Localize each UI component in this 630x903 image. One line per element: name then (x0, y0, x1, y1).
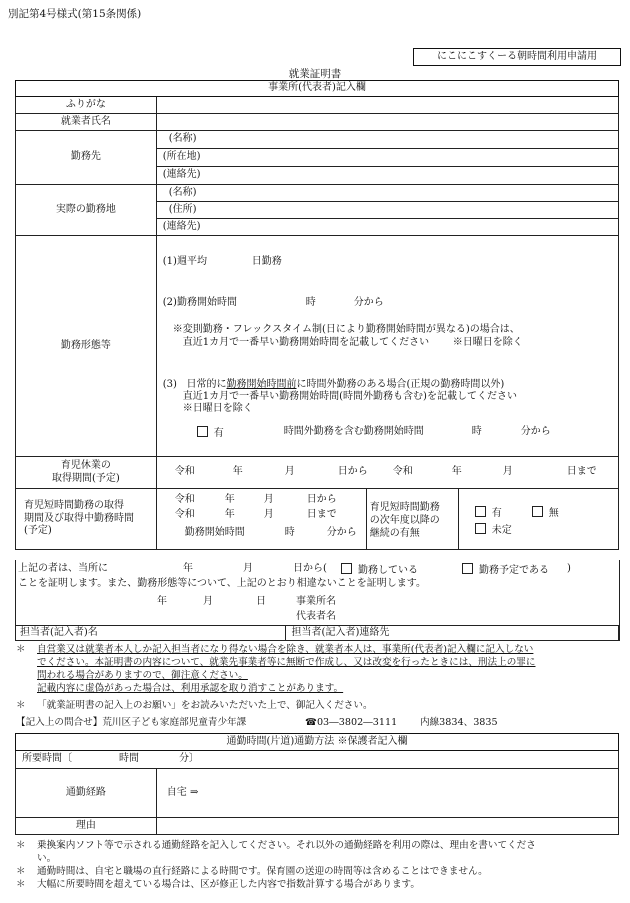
weekly-days-label: (1)週平均 (162, 256, 207, 267)
start-time-hour: 時 (305, 297, 316, 308)
overtime-checkbox[interactable] (197, 426, 208, 437)
cc-month-1: 月 (284, 466, 295, 477)
cert-working[interactable] (341, 563, 418, 578)
cert-planned-label: 勤務予定である (479, 565, 549, 576)
employee-name-field[interactable] (156, 114, 618, 131)
overtime-check-label: 有 (213, 428, 224, 439)
cert-intro: 上記の者は、当所に (18, 563, 108, 574)
opt-yes-label: 有 (491, 508, 502, 519)
commute-min-unit: 分〕 (179, 753, 199, 764)
cert-planned[interactable] (462, 563, 549, 578)
overtime-hour: 時 (471, 426, 482, 437)
cert-date-day: 日 (256, 596, 266, 607)
flex-note-2: 直近1カ月で一番早い勤務開始時間を記載してください (182, 337, 430, 348)
overtime-line-1 (163, 379, 505, 392)
note-2: ＊ 「就業証明書の記入上のお願い」をお読みいただいた上で、御記入ください。 (16, 700, 373, 711)
form-number: 別記第4号様式(第15条関係) (8, 8, 142, 20)
cert-date-month: 月 (203, 596, 213, 607)
opt-undecided[interactable] (475, 523, 512, 538)
actual-workplace-label: 実際の勤務地 (16, 185, 157, 236)
overtime-line-2: 直近1カ月で一番早い勤務開始時間(時間外勤務も含む)を記載してください (182, 391, 517, 402)
contact-label: 【記入上の問合せ】荒川区子ども家庭部児童青少年課 (16, 717, 247, 728)
cert-close: ) (567, 563, 571, 574)
opt-undecided-checkbox[interactable] (475, 523, 486, 534)
workplace-contact-field[interactable] (156, 167, 618, 185)
overtime-desc: に時間外勤務のある場合(正規の勤務時間以外) (296, 379, 505, 390)
overtime-check[interactable] (197, 426, 224, 441)
contact-phone: ☎03―3802―3111 (305, 717, 398, 728)
cc-month-2: 月 (502, 466, 513, 477)
contact-line (16, 717, 246, 729)
reason-label: 理由 (16, 818, 157, 835)
flex-note-3: ※日曜日を除く (452, 337, 523, 348)
childcare-label-1: 育児休業の (60, 460, 111, 471)
next-label-1: 育児短時間勤務 (369, 502, 440, 513)
footer-note-2-asterisk: ＊ (16, 866, 26, 877)
cc-reiwa-1: 令和 (174, 466, 195, 477)
cert-line-1 (18, 563, 108, 576)
st-reiwa-1: 令和 (174, 494, 195, 505)
st-month-2: 月 (263, 509, 274, 520)
st-reiwa-2: 令和 (174, 509, 195, 520)
short-label-2: 期間及び取得中勤務時間 (24, 512, 134, 524)
furigana-label: ふりがな (16, 97, 157, 114)
footer-note-3: 大幅に所要時間を超えている場合は、区が修正した内容で指数計算する場合があります。 (37, 879, 420, 890)
childcare-label-2: 取得期間(予定) (51, 472, 120, 484)
workplace-address-label: (所在地) (162, 151, 201, 163)
cc-year-1: 年 (232, 466, 243, 477)
opt-no-label: 無 (548, 508, 559, 519)
childcare-leave-label (16, 457, 157, 489)
cert-from: 日から( (293, 563, 327, 574)
cert-date-year: 年 (157, 596, 167, 607)
opt-yes-checkbox[interactable] (475, 506, 486, 517)
cc-year-2: 年 (451, 466, 462, 477)
note-1 (16, 643, 624, 695)
cc-from: 日から (337, 466, 368, 477)
opt-yes[interactable] (475, 506, 502, 521)
person-name-label: 担当者(記入者)名 (20, 626, 98, 638)
actual-address-field[interactable] (156, 202, 618, 219)
footer-notes (16, 839, 626, 891)
commute-table (15, 733, 619, 835)
note-2-text: 「就業証明書の記入上のお願い」をお読みいただいた上で、御記入ください。 (37, 700, 373, 711)
work-form-label: 勤務形態等 (16, 236, 157, 457)
next-label-2: の次年度以降の (369, 515, 440, 526)
note-1-line-1: 自営業又は就業者本人しか記入担当者になり得ない場合を除き、就業者本人は、事業所(代表者)記入欄に記入しない (37, 644, 534, 655)
childcare-leave-field[interactable] (156, 457, 618, 489)
employee-name-label: 就業者氏名 (16, 114, 157, 131)
footer-note-1-asterisk: ＊ (16, 840, 26, 851)
overtime-mid-label: 時間外勤務を含む勤務開始時間 (283, 426, 424, 437)
next-year-label (370, 501, 440, 540)
cert-year: 年 (183, 563, 193, 574)
note-1-line-4: 記載内容に虚偽があった場合は、利用承認を取り消すことがあります。 (37, 683, 344, 694)
contact-extension: 内線3834、3835 (420, 717, 498, 728)
commute-time-label: 所要時間〔 (22, 753, 72, 764)
flex-note-1: ※変則勤務・フレックスタイム制(日により勤務開始時間が異なる)の場合は、 (172, 324, 520, 335)
cert-planned-checkbox[interactable] (462, 563, 473, 574)
commute-time-row[interactable] (16, 751, 619, 769)
cert-month: 月 (243, 563, 253, 574)
reason-field[interactable] (156, 818, 618, 835)
workplace-name-field[interactable] (156, 131, 618, 149)
employer-section-table (15, 80, 619, 550)
short-label-3: (予定) (24, 525, 52, 537)
footer-note-1b: い。 (37, 853, 57, 864)
employer-section-header: 事業所(代表者)記入欄 (16, 81, 619, 97)
actual-address-label: (住所) (168, 203, 197, 215)
document-title: 就業証明書 (288, 68, 342, 80)
st-month-1: 月 (263, 494, 274, 505)
cc-to: 日まで (566, 466, 597, 477)
person-contact-label: 担当者(記入者)連絡先 (291, 626, 390, 638)
actual-name-field[interactable] (156, 185, 618, 202)
st-to: 日まで (306, 509, 337, 520)
start-time-label: (2)勤務開始時間 (162, 297, 237, 308)
person-name-cell[interactable] (16, 626, 286, 641)
opt-undecided-label: 未定 (491, 525, 512, 536)
workplace-label: 勤務先 (16, 131, 157, 185)
overtime-min: 分から (520, 426, 551, 437)
workplace-address-field[interactable] (156, 149, 618, 167)
cert-working-label: 勤務している (358, 565, 418, 576)
overtime-daily: 日常的に (186, 379, 227, 390)
next-label-3: 継続の有無 (369, 528, 420, 539)
work-form-cell[interactable] (156, 236, 618, 457)
cert-working-checkbox[interactable] (341, 563, 352, 574)
person-contact-cell[interactable] (285, 626, 618, 641)
st-hour: 時 (284, 527, 295, 538)
note-1-line-3: 問われる場合がありますので、御注意ください。 (37, 670, 248, 681)
st-year-1: 年 (224, 494, 235, 505)
opt-no-checkbox[interactable] (532, 506, 543, 517)
note-1-line-2: でください。本証明書の内容について、就業先事業者等に無断で作成し、又は改変を行ったときには、刑法上の罪に (37, 657, 536, 668)
cert-line-2: ことを証明します。また、勤務形態等について、上記のとおり相違ないことを証明します。 (18, 578, 426, 589)
commute-header: 通勤時間(片道)通勤方法 ※保護者記入欄 (16, 734, 619, 751)
person-row (15, 625, 619, 641)
start-time-min: 分から (353, 297, 384, 308)
footer-note-1a: 乗換案内ソフト等で示される通勤経路を記入してください。それ以外の通勤経路を利用の際は、理由を書いてくださ (37, 840, 536, 851)
short-time-label (16, 489, 157, 550)
short-time-cell[interactable] (156, 489, 618, 550)
overtime-before-start: 勤務開始時間前 (226, 379, 297, 390)
footer-note-3-asterisk: ＊ (16, 879, 26, 890)
st-min: 分から (326, 527, 357, 538)
furigana-field[interactable] (156, 97, 618, 114)
overtime-line-3: ※日曜日を除く (182, 403, 253, 414)
commute-route-field[interactable] (156, 769, 618, 818)
divider-2 (458, 489, 459, 549)
st-time-label: 勤務開始時間 (184, 527, 245, 538)
st-year-2: 年 (224, 509, 235, 520)
short-label-1: 育児短時間勤務の取得 (24, 500, 124, 512)
overtime-number: (3) (162, 379, 177, 390)
rep-name-label: 代表者名 (296, 611, 336, 622)
actual-name-label: (名称) (168, 186, 197, 198)
workplace-contact-label: (連絡先) (162, 169, 201, 181)
office-name-label: 事業所名 (296, 596, 336, 607)
application-type-box: にこにこすくーる朝時間利用申請用 (413, 48, 621, 66)
commute-home: 自宅 ⇒ (166, 786, 199, 798)
note-1-asterisk: ＊ (16, 644, 26, 655)
opt-no[interactable] (532, 506, 559, 521)
st-from: 日から (306, 494, 337, 505)
actual-contact-field[interactable] (156, 219, 618, 236)
footer-note-2: 通勤時間は、自宅と職場の直行経路による時間です。保育園の送迎の時間等は含めることはできません。 (37, 866, 488, 877)
divider-1 (366, 489, 367, 549)
weekly-days-unit: 日勤務 (251, 256, 282, 267)
actual-contact-label: (連絡先) (162, 220, 201, 232)
cc-reiwa-2: 令和 (392, 466, 413, 477)
commute-route-label: 通勤経路 (16, 769, 157, 818)
commute-hours-unit: 時間 (119, 753, 139, 764)
workplace-name-label: (名称) (168, 133, 197, 145)
